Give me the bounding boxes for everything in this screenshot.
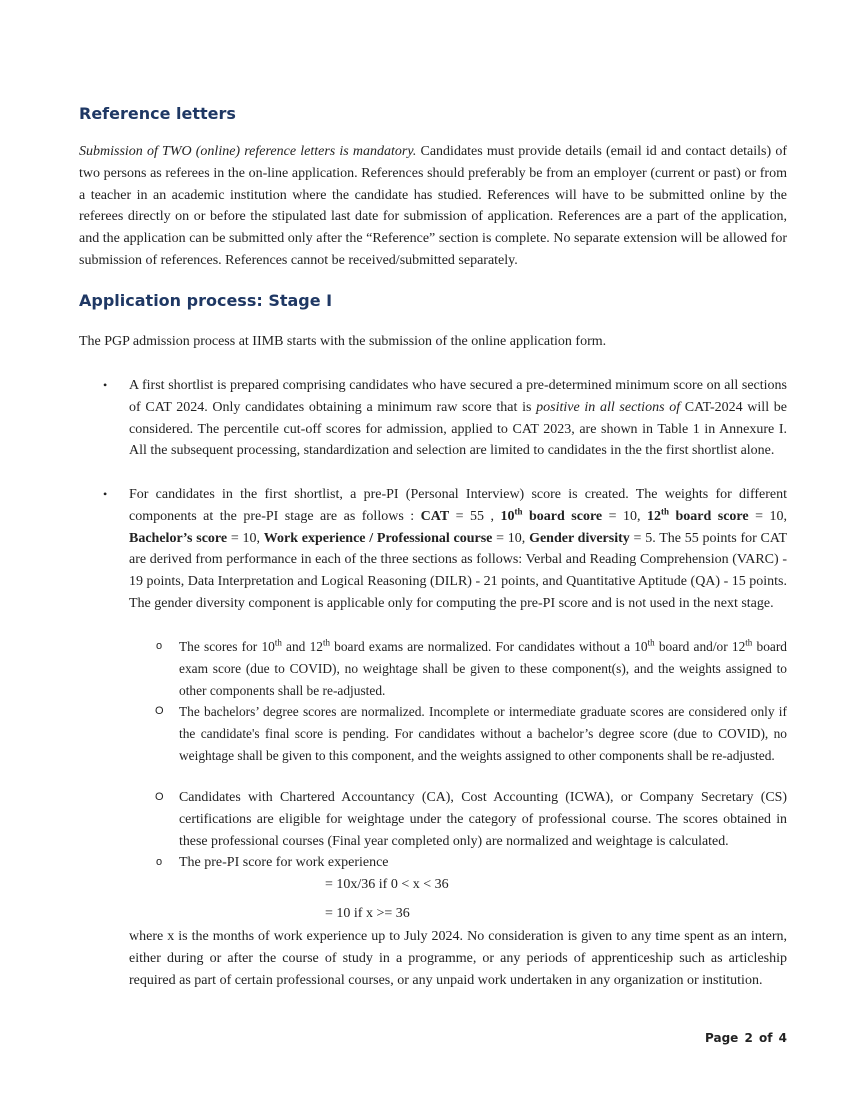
stage-intro-paragraph: The PGP admission process at IIMB starts with the submission of the online application form. <box>79 334 607 349</box>
reference-body-text: Candidates must provide details (email id and contact details) of two persons as referees in the on-line application. References should preferably be from an employer (current or past) or from a teacher in an academic institution where the candidate has studied. References will have to be submitted online by the referees directly on or before the stipulated last date for submission of application. References are a part of the application, and the application can be submitted only after the “Reference” section is complete. No separate extension will be allowed for submission of references. References cannot be received/submitted separately. <box>79 144 787 268</box>
page-number-footer: Page 2 of 4 <box>705 1031 787 1045</box>
board-scores-subpoint: The scores for 10th and 12th board exams are normalized. For candidates without a 10th board and/or 12th board exam score (due to COVID), no weightage shall be given to these component(s), and the weights assigned to other components shall be re-adjusted. <box>179 637 787 698</box>
tenth-board-value: = 10, <box>602 508 647 524</box>
bachelors-score-value: = 10, <box>227 530 264 546</box>
sub-bullet-marker-4: o <box>156 856 163 868</box>
pre-pi-text-a: For candidates in the first shortlist, a pre-PI (Personal Interview) score is created. The weights for different components at the pre-PI stage are as follows : <box>129 487 787 524</box>
shortlist-text-a: A first shortlist is prepared comprising candidates who have secured a pre-determined minimum score on all sections of CAT 2024. Only candidates obtaining a minimum raw score that is <box>129 378 787 415</box>
work-experience-subpoint: The pre-PI score for work experience <box>179 855 389 870</box>
reference-letters-paragraph <box>79 141 787 272</box>
bachelors-score-label: Bachelor’s score <box>129 530 228 546</box>
shortlist-text-b: CAT-2024 will be considered. The percentile cut-off scores for admission, applied to CAT 2023, are shown in Table 1 in Annexure I. All the subsequent processing, standardization and selection are limited to candidates in the the first shortlist alone. <box>129 399 787 459</box>
sub-bullet-marker-2: O <box>155 705 164 717</box>
bachelors-scores-subpoint: The bachelors’ degree scores are normalized. Incomplete or intermediate graduate scores are considered only if the candidate's final score is pending. For candidates without a bachelor’s degree score (due to COVID), no weightage shall be given to this component, and the weights assigned to other components shall be re-adjusted. <box>179 704 787 763</box>
sub-bullet-marker-1: o <box>156 640 163 652</box>
gender-diversity-value: = 5. <box>629 530 656 546</box>
professional-course-subpoint: Candidates with Chartered Accountancy (CA), Cost Accounting (ICWA), or Company Secretary (CS) certifications are eligible for weightage under the category of professional course. The scores obtained in these professional courses (Final year completed only) are normalized and weightage is calculated. <box>179 790 787 849</box>
work-experience-value: = 10, <box>492 530 530 546</box>
work-experience-closing-paragraph: where x is the months of work experience up to July 2024. No consideration is given to any time spent as an intern, either during or after the course of study in a programme, or any periods of apprenticeship such as articleship required as part of certain professional courses, or any unpaid work undertaken in any organization or institution. <box>129 929 787 988</box>
cat-weight-value: = 55 , <box>449 508 501 524</box>
twelfth-board-value: = 10, <box>748 508 787 524</box>
reference-letters-heading: Reference letters <box>79 104 236 123</box>
pre-pi-bullet-text <box>129 484 787 615</box>
sub-bullet-marker-3: O <box>155 791 164 803</box>
shortlist-bullet-text <box>129 375 787 462</box>
bullet-marker-2: • <box>103 487 108 501</box>
formula-line-2: = 10 if x >= 36 <box>325 906 410 921</box>
gender-diversity-label: Gender diversity <box>529 530 630 546</box>
pre-pi-text-b: The 55 points for CAT are derived from performance in each of the three sections as follows: Verbal and Reading Comprehension (VARC) - 19 points, Data Interpretation and Logical Reasoning (DILR) - 21 points, and Quantitative Aptitude (QA) - 15 points. The gender diversity component is applicable only for computing the pre-PI score and is not used in the next stage. <box>129 530 787 611</box>
reference-mandatory-note: Submission of TWO (online) reference letters is mandatory. <box>79 144 417 159</box>
formula-line-1: = 10x/36 if 0 < x < 36 <box>325 877 449 892</box>
work-experience-label: Work experience / Professional course <box>263 530 493 546</box>
twelfth-board-label: 12th board score <box>647 506 749 524</box>
cat-weight-label: CAT <box>420 508 450 524</box>
tenth-board-label: 10th board score <box>500 506 603 524</box>
application-stage-heading: Application process: Stage I <box>79 291 333 310</box>
shortlist-text-italic: positive in all sections of <box>536 399 681 415</box>
bullet-marker-1: • <box>103 378 108 392</box>
